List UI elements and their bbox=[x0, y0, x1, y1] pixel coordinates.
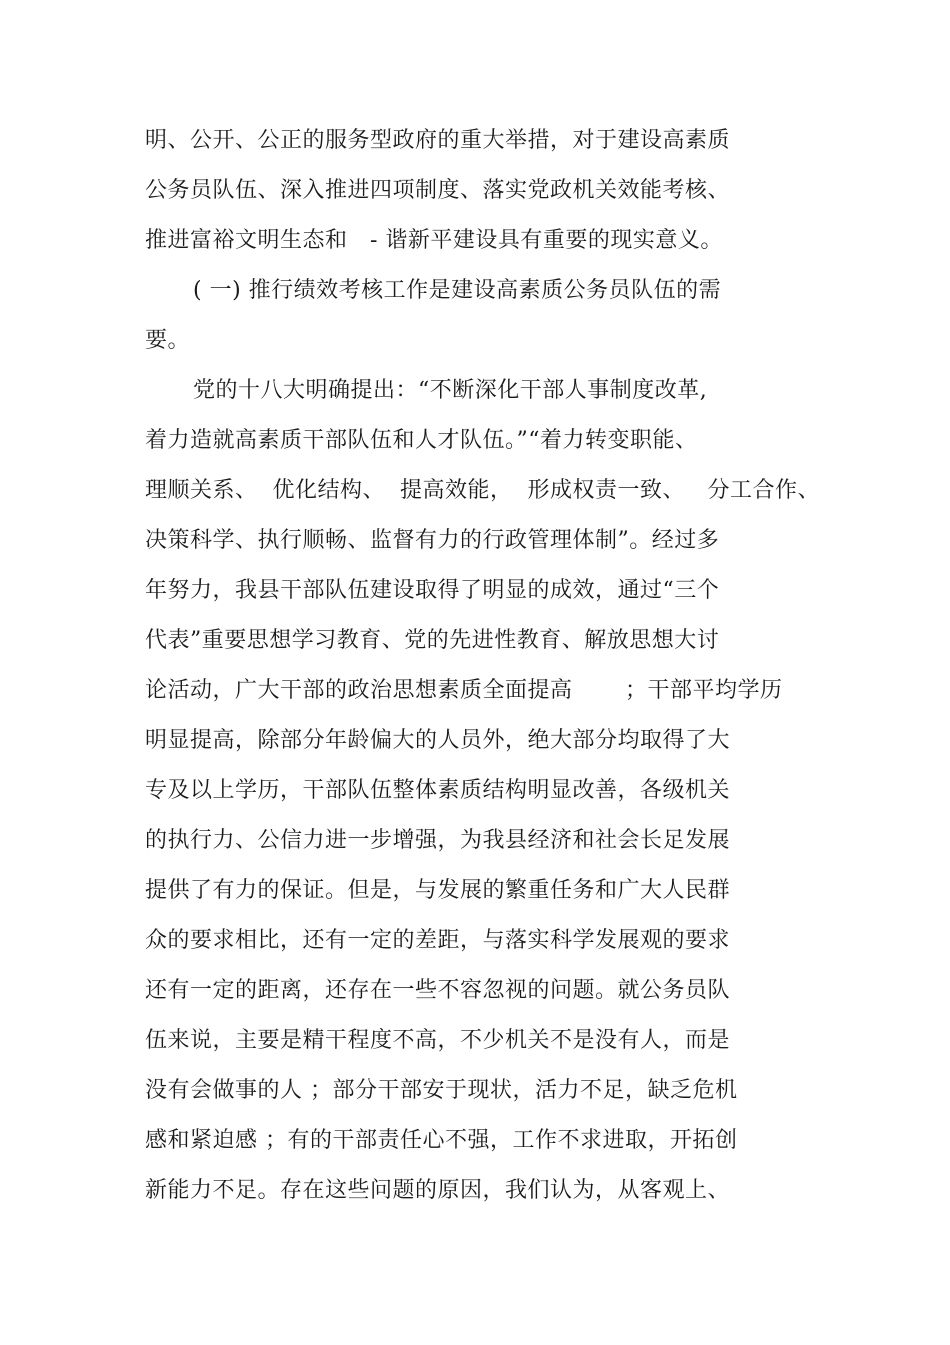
text-line: 没有会做事的人 ；部分干部安于现状，活力不足，缺乏危机 bbox=[145, 1078, 738, 1103]
text-line: 专及以上学历，干部队伍整体素质结构明显改善，各级机关 bbox=[145, 778, 731, 803]
text-line: 年努力，我县干部队伍建设取得了明显的成效，通过“三个 bbox=[145, 578, 720, 603]
text-line: 明显提高，除部分年龄偏大的人员外，绝大部分均取得了大 bbox=[145, 728, 731, 753]
text-line: 伍来说，主要是精干程度不高，不少机关不是没有人，而是 bbox=[145, 1028, 731, 1053]
section-heading: ( 一) 推行绩效考核工作是建设高素质公务员队伍的需 bbox=[193, 278, 722, 303]
text-line: 着力造就高素质干部队伍和人才队伍。”“着力转变职能、 bbox=[145, 428, 698, 453]
text-line: 理顺关系、 优化结构、 提高效能， 形成权责一致、 分工合作、 bbox=[145, 478, 820, 503]
paragraph-start: 党的十八大明确提出：“不断深化干部人事制度改革, bbox=[193, 378, 708, 403]
text-line: 还有一定的距离，还存在一些不容忽视的问题。就公务员队 bbox=[145, 978, 731, 1003]
text-line: 公务员队伍、深入推进四项制度、落实党政机关效能考核、 bbox=[145, 178, 731, 203]
text-line: 提供了有力的保证。但是，与发展的繁重任务和广大人民群 bbox=[145, 878, 731, 903]
text-line: 推进富裕文明生态和 - 谐新平建设具有重要的现实意义。 bbox=[145, 228, 723, 253]
text-line: 明、公开、公正的服务型政府的重大举措，对于建设高素质 bbox=[145, 128, 731, 153]
text-line: 感和紧迫感 ；有的干部责任心不强，工作不求进取，开拓创 bbox=[145, 1128, 738, 1153]
text-line: 论活动，广大干部的政治思想素质全面提高 ；干部平均学历 bbox=[145, 678, 783, 703]
text-line: 新能力不足。存在这些问题的原因，我们认为，从客观上、 bbox=[145, 1178, 731, 1203]
text-line: 众的要求相比，还有一定的差距，与落实科学发展观的要求 bbox=[145, 928, 731, 953]
text-line: 要。 bbox=[145, 328, 191, 353]
text-line: 决策科学、执行顺畅、监督有力的行政管理体制”。经过多 bbox=[145, 528, 720, 553]
text-line: 的执行力、公信力进一步增强，为我县经济和社会长足发展 bbox=[145, 828, 731, 853]
text-line: 代表”重要思想学习教育、党的先进性教育、解放思想大讨 bbox=[145, 628, 720, 653]
